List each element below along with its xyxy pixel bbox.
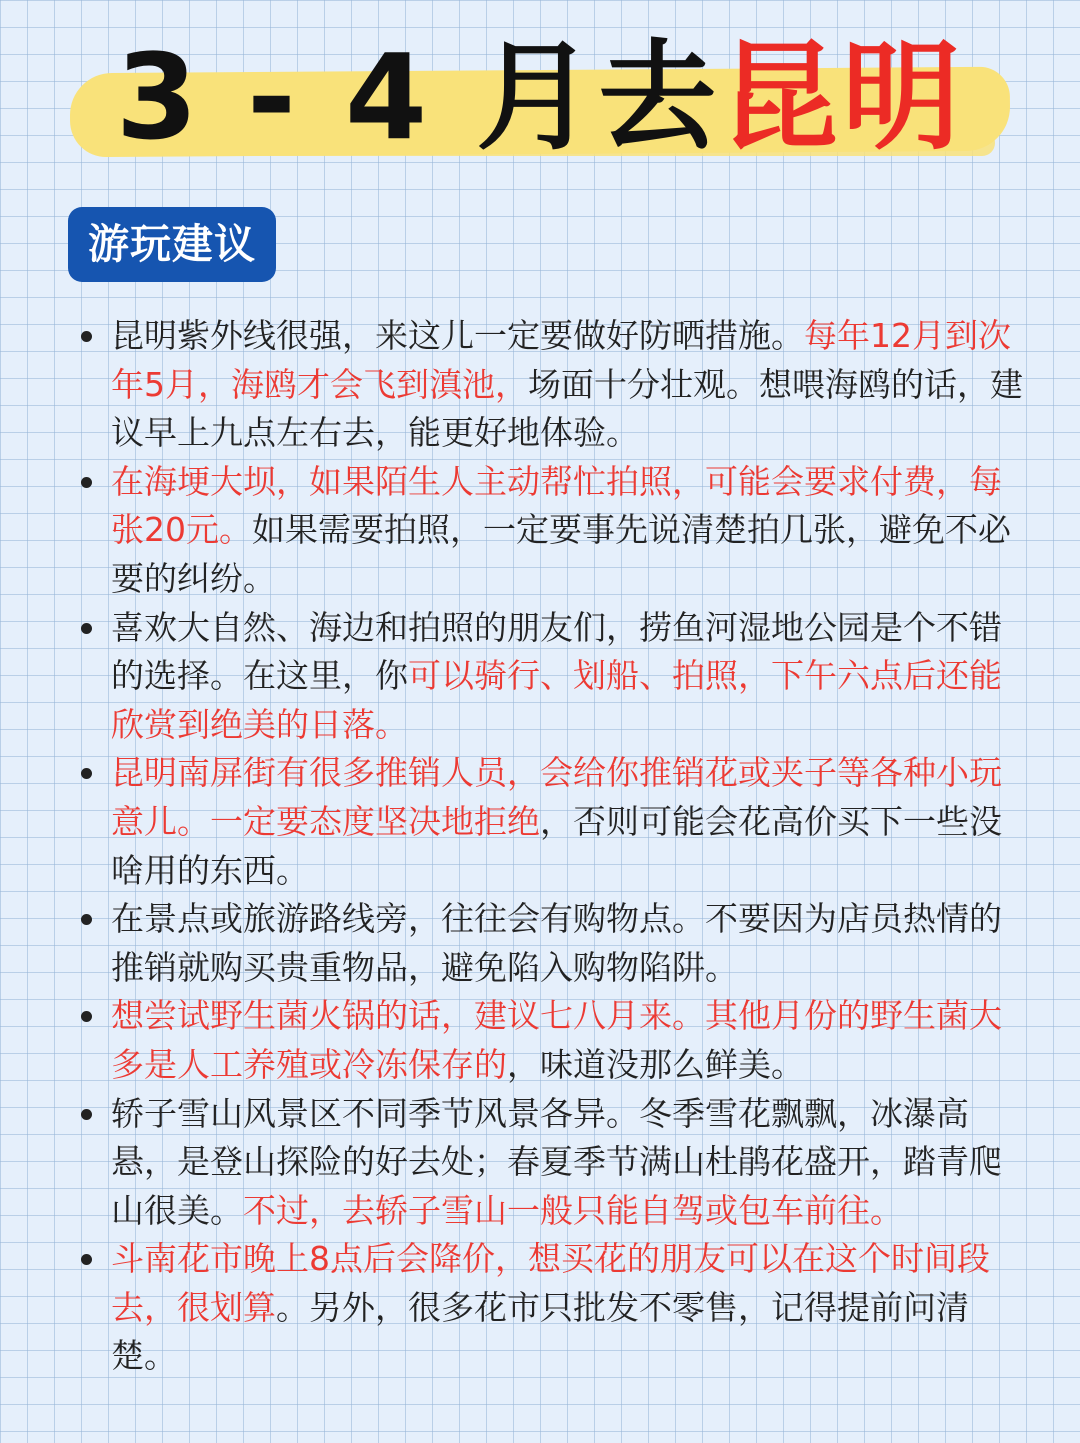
tip-text: 昆明紫外线很强，来这儿一定要做好防晒措施。 xyxy=(111,316,804,355)
tip-text: 场面十分壮观。想喂海鸥的话，建议早上九点左右去，能更好地体验。 xyxy=(111,364,1023,453)
tip-item xyxy=(66,749,1026,895)
tip-highlight-text: 可以骑行、划船、拍照，下午六点后还能欣赏到绝美的日落。 xyxy=(111,656,1002,744)
title-banner xyxy=(0,18,1080,178)
bullet-icon xyxy=(81,1011,92,1022)
tip-highlight-text: 不过，去轿子雪山一般只能自驾或包车前往。 xyxy=(243,1190,903,1230)
tip-item xyxy=(66,1090,1026,1236)
bullet-icon xyxy=(81,914,92,925)
tip-text: 轿子雪山风景区不同季节风景各异。冬季雪花飘飘，冰瀑高悬，是登山探险的好去处；春夏季节满山杜鹃花盛开，踏青爬山很美。 xyxy=(111,1093,1002,1230)
section-tag: 游玩建议 xyxy=(68,207,276,282)
tip-item xyxy=(66,604,1026,750)
title-prefix: 3 - 4 月去 xyxy=(115,28,721,166)
tip-highlight-text: 在海埂大坝，如果陌生人主动帮忙拍照，可能会要求付费，每张20元。 xyxy=(111,461,1002,550)
bullet-icon xyxy=(81,331,92,342)
tip-item xyxy=(66,992,1026,1089)
tip-text: 喜欢大自然、海边和拍照的朋友们，捞鱼河湿地公园是个不错的选择。在这里，你 xyxy=(111,607,1002,696)
tip-item xyxy=(66,1235,1026,1381)
bullet-icon xyxy=(81,1254,92,1265)
tip-item xyxy=(66,895,1026,992)
title-accent: 昆明 xyxy=(720,28,965,166)
tip-item xyxy=(66,312,1026,458)
bullet-icon xyxy=(81,1109,92,1120)
tips-list xyxy=(66,312,1026,1381)
bullet-icon xyxy=(81,477,92,488)
tip-text: 如果需要拍照，一定要事先说清楚拍几张，避免不必要的纠纷。 xyxy=(111,510,1011,598)
bullet-icon xyxy=(81,623,92,634)
tip-text: ，味道没那么鲜美。 xyxy=(507,1044,804,1084)
tip-text: ，否则可能会花高价买下一些没啥用的东西。 xyxy=(111,801,1002,890)
tip-item xyxy=(66,458,1026,604)
tip-highlight-text: 斗南花市晚上8点后会降价，想买花的朋友可以在这个时间段去，很划算 xyxy=(111,1239,990,1327)
tip-highlight-text: 想尝试野生菌火锅的话，建议七八月来。其他月份的野生菌大多是人工养殖或冷冻保存的 xyxy=(111,996,1002,1084)
tip-highlight-text: 每年12月到次年5月，海鸥才会飞到滇池， xyxy=(111,316,1011,404)
tip-text: 。另外，很多花市只批发不零售，记得提前问清楚。 xyxy=(111,1287,969,1376)
tip-text: 在景点或旅游路线旁，往往会有购物点。不要因为店员热情的推销就购买贵重物品，避免陷入购物陷阱。 xyxy=(111,899,1002,987)
bullet-icon xyxy=(81,768,92,779)
tip-highlight-text: 昆明南屏街有很多推销人员，会给你推销花或夹子等各种小玩意儿。一定要态度坚决地拒绝 xyxy=(111,753,1002,841)
page-title xyxy=(0,28,1080,166)
